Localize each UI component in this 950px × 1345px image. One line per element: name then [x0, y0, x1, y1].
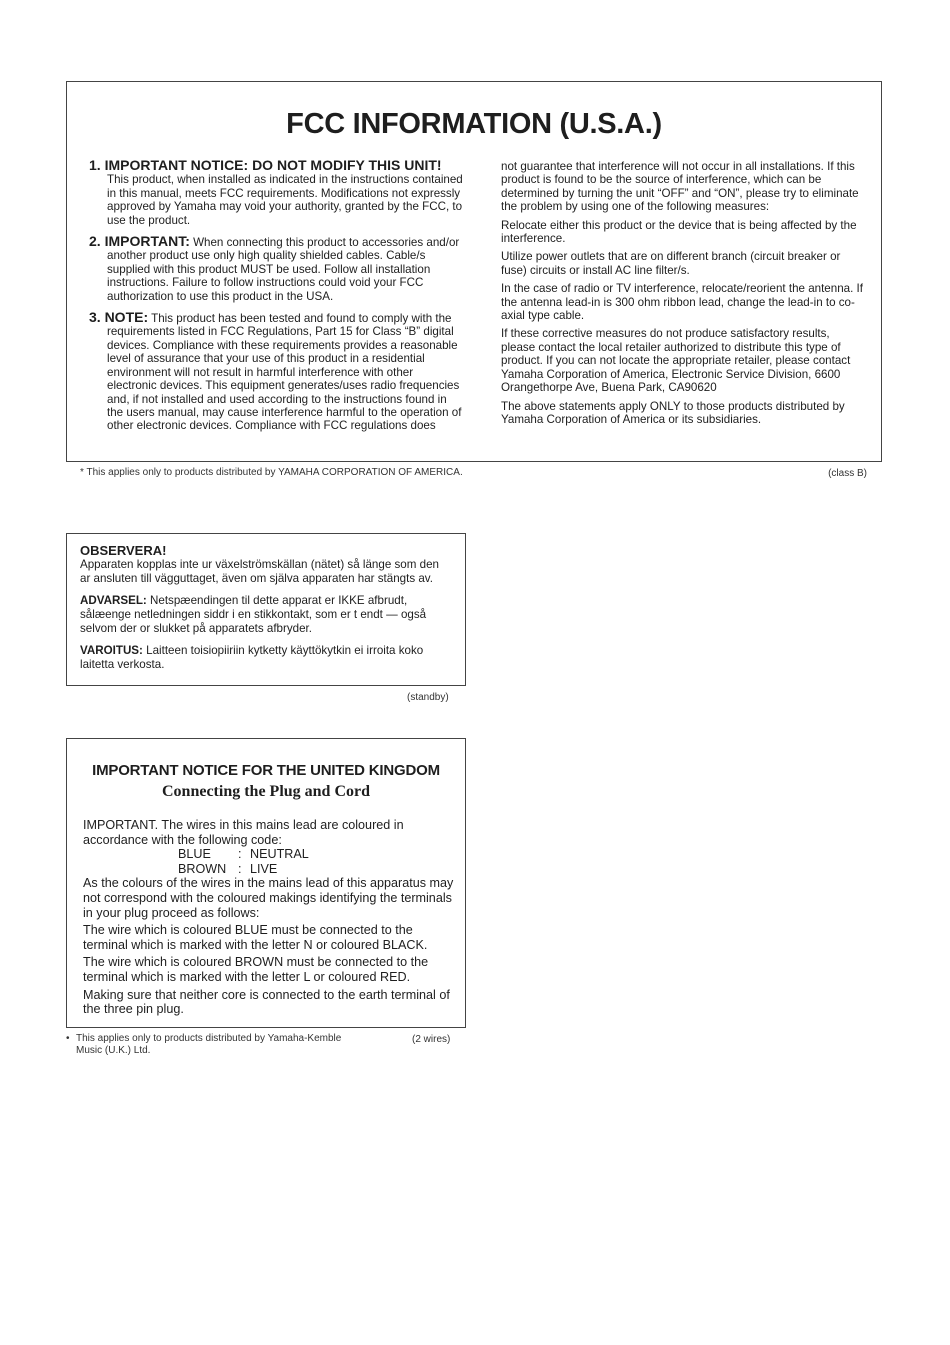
fcc-right-column — [501, 160, 863, 431]
uk-footnote — [66, 1033, 366, 1057]
wire-role: NEUTRAL — [250, 847, 309, 862]
standby-label: (standby) — [407, 692, 449, 703]
wire-code-row — [83, 862, 455, 877]
uk-footnote-line-2: Music (U.K.) Ltd. — [76, 1045, 151, 1056]
uk-intro: IMPORTANT. The wires in this mains lead are coloured in accordance with the following code: — [83, 818, 404, 847]
varoitus-text: Laitteen toisiopiiriin kytketty käyttökytkin ei irroita koko laitetta verkosta. — [80, 644, 424, 671]
fcc-notice-2 — [89, 235, 463, 303]
uk-subtitle: Connecting the Plug and Cord — [161, 783, 371, 800]
wire-role: LIVE — [250, 861, 278, 876]
wire-code-row — [83, 847, 455, 862]
varoitus-label: VAROITUS: — [80, 644, 143, 657]
fcc-notice-2-body: When connecting this product to accessories and/or another product use only high quality shielded cables. Cable/s supplied with this product MUST be used. Follow all installation instructions. Failure to follow instructions could void your FCC authorization to use this product in the USA. — [107, 236, 460, 303]
varoitus-paragraph — [80, 644, 452, 672]
nordic-content — [80, 544, 452, 680]
advarsel-label: ADVARSEL: — [80, 594, 147, 607]
wire-separator: : — [238, 847, 242, 862]
uk-paragraph: Making sure that neither core is connected to the earth terminal of the three pin plug. — [83, 987, 450, 1017]
fcc-right-paragraph: If these corrective measures do not produce satisfactory results, please contact the local retailer authorized to distribute this type of product. If you can not locate the appropriate retailer, please contact Yamaha Corporation of America, Electronic Service Division, 6600 Orangethorpe Ave, Buena Park, CA90620 — [501, 327, 851, 395]
uk-paragraph: The wire which is coloured BLUE must be connected to the terminal which is marked with the letter N or coloured BLACK. — [83, 923, 428, 952]
advarsel-text: Netspæendingen til dette apparat er IKKE afbrudt, sålæenge netledningen siddr i en stikkontakt, som er t endt — også selvom der or slukket på apparatets afbryder. — [80, 594, 427, 635]
fcc-right-paragraph: In the case of radio or TV interference, relocate/reorient the antenna. If the antenna lead-in is 300 ohm ribbon lead, change the lead-in to co-axial type cable. — [501, 282, 863, 323]
advarsel-paragraph — [80, 594, 452, 636]
uk-paragraph: The wire which is coloured BROWN must be connected to the terminal which is marked with the letter L or coloured RED. — [83, 955, 429, 984]
fcc-right-paragraph: not guarantee that interference will not occur in all installations. If this product is found to be the source of interference, which can be determined by turning the unit “OFF” and “ON”, please try to eliminate the problem by using one of the following measures: — [501, 160, 859, 214]
fcc-class-label: (class B) — [828, 468, 867, 479]
fcc-right-paragraph: Utilize power outlets that are on different branch (circuit breaker or fuse) circuits or install AC line filter/s. — [501, 250, 841, 277]
uk-content — [83, 818, 455, 1020]
swedish-text: Apparaten kopplas inte ur växelströmskällan (nätet) så länge som den ar ansluten till vägguttaget, även om själva apparaten har stängts av. — [80, 558, 439, 585]
fcc-right-paragraph: Relocate either this product or the device that is being affected by the interference. — [501, 218, 857, 246]
uk-footnote-bullet: • — [66, 1033, 70, 1044]
wire-separator: : — [238, 861, 242, 876]
wire-color: BROWN — [178, 861, 227, 876]
fcc-notice-2-heading: 2. IMPORTANT: — [89, 233, 190, 250]
uk-title: IMPORTANT NOTICE FOR THE UNITED KINGDOM — [92, 762, 440, 779]
observera-title: OBSERVERA! — [80, 543, 167, 558]
uk-notice-box — [66, 738, 466, 1028]
uk-wires-label: (2 wires) — [412, 1034, 451, 1045]
fcc-notice-3-body: This product has been tested and found to comply with the requirements listed in FCC Regulations, Part 15 for Class “B” digital devices. Compliance with these requirements provides a reasonable level of assurance that your use of this product in a residential environment will not result in harmful interference with other electronic devices. This equipment generates/uses radio frequencies and, if not installed and used according to the instructions found in the users manual, may cause interference harmful to the operation of other electronic devices. Compliance with FCC regulations does — [107, 312, 462, 433]
nordic-warning-box — [66, 533, 466, 686]
fcc-right-paragraph: The above statements apply ONLY to those products distributed by Yamaha Corporation of America or its subsidiaries. — [501, 399, 845, 426]
fcc-left-column — [89, 159, 463, 441]
fcc-title: FCC INFORMATION (U.S.A.) — [286, 108, 662, 140]
fcc-notice-1 — [89, 159, 463, 227]
uk-footnote-line-1: This applies only to products distributed by Yamaha-Kemble — [76, 1033, 342, 1044]
fcc-notice-3-heading: 3. NOTE: — [89, 309, 149, 326]
fcc-notice-1-body: This product, when installed as indicated in the instructions contained in this manual, meets FCC requirements. Modifications not expressly approved by Yamaha may void your authority, granted by the FCC, to use the product. — [107, 173, 463, 227]
fcc-footnote: * This applies only to products distributed by YAMAHA CORPORATION OF AMERICA. — [80, 467, 463, 478]
uk-paragraph: As the colours of the wires in the mains lead of this apparatus may not correspond with the coloured makings identifying the terminals in your plug proceed as follows: — [83, 876, 454, 920]
fcc-notice-1-heading: 1. IMPORTANT NOTICE: DO NOT MODIFY THIS UNIT! — [89, 157, 442, 173]
fcc-information-box — [66, 81, 882, 462]
fcc-notice-3 — [89, 311, 463, 433]
wire-color: BLUE — [178, 847, 211, 862]
